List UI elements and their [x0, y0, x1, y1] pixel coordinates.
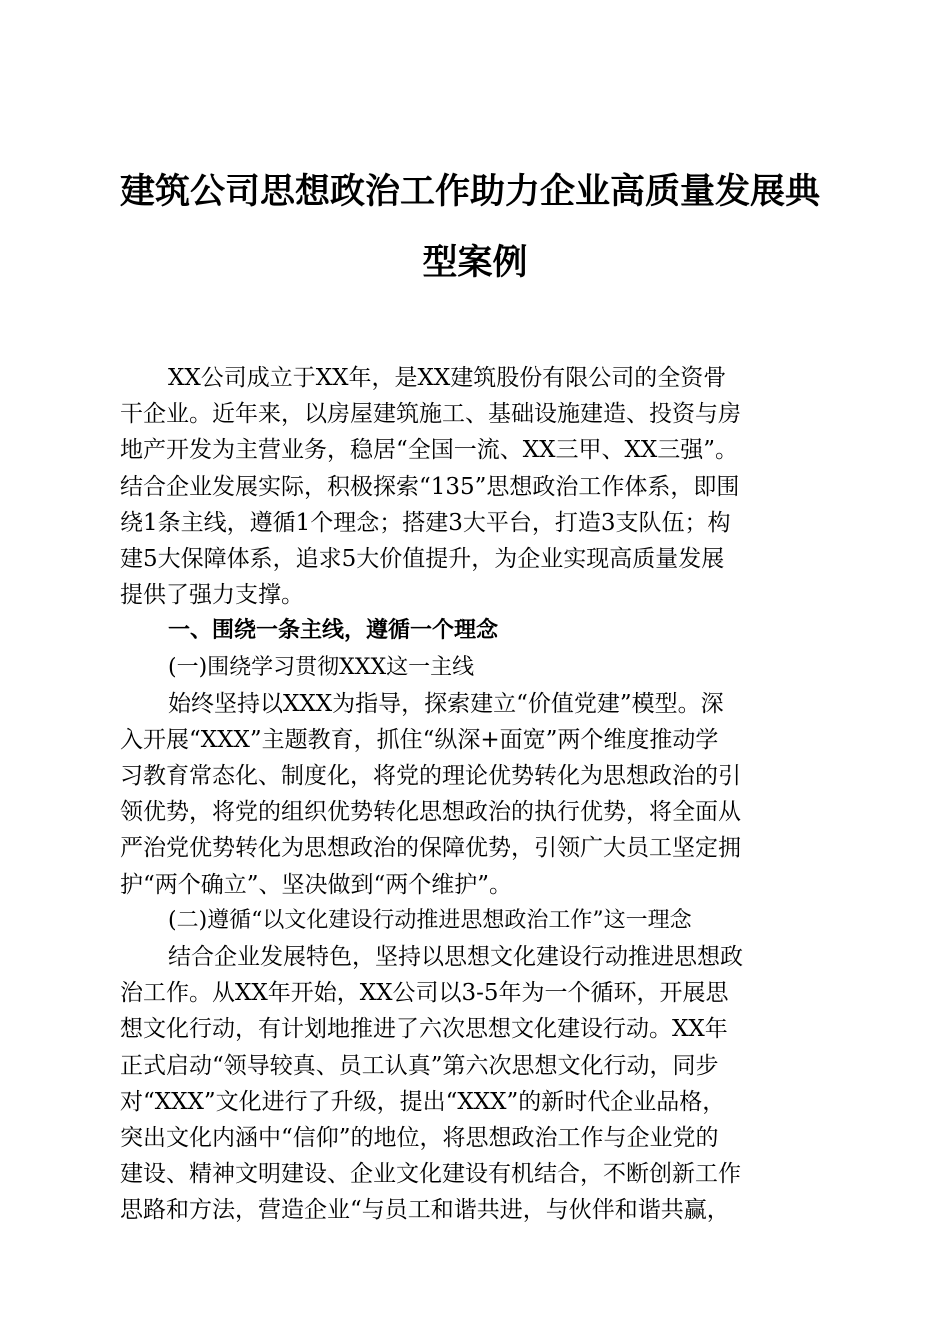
paragraph-line: 突出文化内涵中“信仰”的地位，将思想政治工作与企业党的 [120, 1124, 719, 1151]
document-title-line-2: 型案例 [422, 243, 528, 283]
paragraph-line: 习教育常态化、制度化，将党的理论优势转化为思想政治的引 [120, 763, 741, 790]
paragraph-line: 治工作。从XX年开始，XX公司以3-5年为一个循环，开展思 [120, 980, 729, 1007]
paragraph-line: 地产开发为主营业务，稳居“全国一流、XX三甲、XX三强”。 [120, 437, 739, 464]
paragraph-line: 提供了强力支撑。 [120, 582, 304, 609]
paragraph-line: 思路和方法，营造企业“与员工和谐共进，与伙伴和谐共赢， [120, 1197, 730, 1224]
subsection-heading-2: (二)遵循“以文化建设行动推进思想政治工作”这一理念 [168, 907, 692, 933]
paragraph-line: 严治党优势转化为思想政治的保障优势，引领广大员工坚定拥 [120, 835, 741, 862]
paragraph-line: 结合企业发展实际，积极探索“135”思想政治工作体系，即围 [120, 473, 740, 500]
paragraph-line: 结合企业发展特色，坚持以思想文化建设行动推进思想政 [168, 944, 743, 970]
section-heading-1: 一、围绕一条主线，遵循一个理念 [168, 618, 499, 644]
paragraph-line: 护“两个确立”、坚决做到“两个维护”。 [120, 871, 513, 898]
paragraph-line: 入开展“XXX”主题教育，抓住“纵深+面宽”两个维度推动学 [120, 726, 719, 753]
document-body [120, 360, 830, 1229]
paragraph-line: 绕1条主线，遵循1个理念；搭建3大平台，打造3支队伍；构 [120, 509, 731, 536]
paragraph-line: 干企业。近年来，以房屋建筑施工、基础设施建造、投资与房 [120, 401, 741, 428]
paragraph-line: XX公司成立于XX年，是XX建筑股份有限公司的全资骨 [168, 365, 727, 391]
paragraph-line: 始终坚持以XXX为指导，探索建立“价值党建”模型。深 [168, 690, 724, 717]
paragraph-line: 建设、精神文明建设、企业文化建设有机结合，不断创新工作 [120, 1161, 741, 1188]
paragraph-line: 正式启动“领导较真、员工认真”第六次思想文化行动，同步 [120, 1052, 719, 1079]
paragraph-line: 领优势，将党的组织优势转化思想政治的执行优势，将全面从 [120, 799, 741, 826]
paragraph-line: 想文化行动，有计划地推进了六次思想文化建设行动。XX年 [120, 1016, 728, 1043]
paragraph-line: 建5大保障体系，追求5大价值提升，为企业实现高质量发展 [120, 545, 725, 572]
paragraph-line: 对“XXX”文化进行了升级，提出“XXX”的新时代企业品格， [120, 1088, 726, 1115]
subsection-heading-1: (一)围绕学习贯彻XXX这一主线 [168, 654, 475, 680]
document-title-line-1: 建筑公司思想政治工作助力企业高质量发展典 [120, 172, 821, 212]
